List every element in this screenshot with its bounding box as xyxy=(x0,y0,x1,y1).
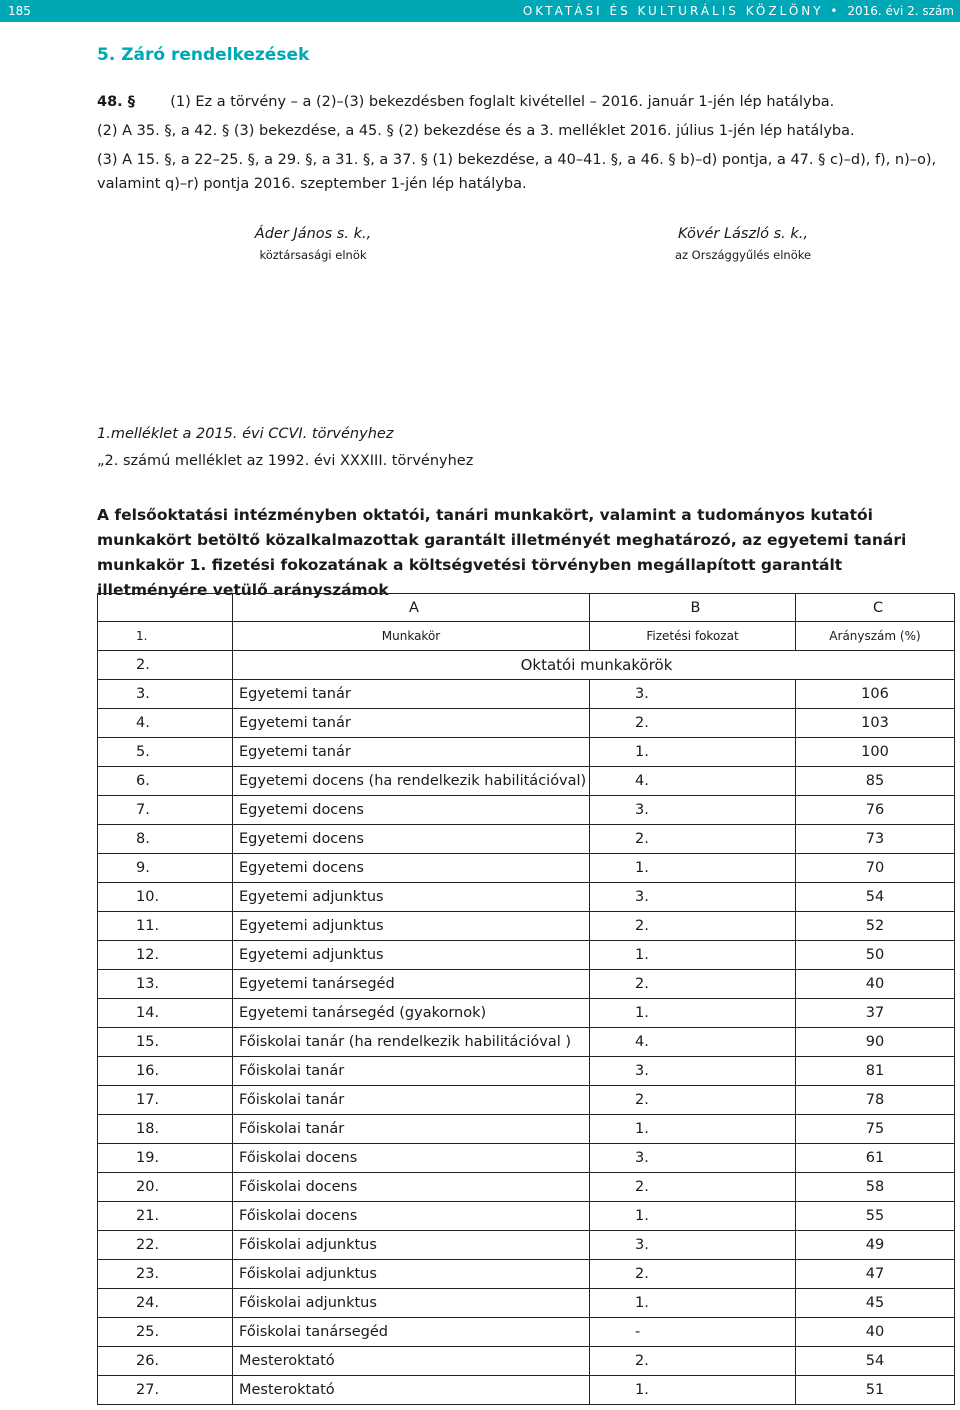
row-number: 1. xyxy=(98,622,233,651)
paragraph-text: (3) A 15. §, a 22–25. §, a 29. §, a 31. §, a 37. § (1) bekezdése, a 40–41. §, a 46. § b)–d) pontja, a 47. § c)–d), f), n)–o), xyxy=(97,152,937,168)
job-title: Egyetemi docens (ha rendelkezik habilitációval) xyxy=(233,767,590,796)
row-number: 8. xyxy=(98,825,233,854)
ratio-value: 100 xyxy=(796,738,955,767)
paragraph-text: (2) A 35. §, a 42. § (3) bekezdése, a 45. § (2) bekezdése és a 3. melléklet 2016. július 1-jén lép hatályba. xyxy=(97,123,855,139)
page-header xyxy=(0,0,960,22)
row-number: 14. xyxy=(98,999,233,1028)
column-letter-row xyxy=(98,594,955,622)
row-number: 3. xyxy=(98,680,233,709)
row-number: 15. xyxy=(98,1028,233,1057)
ratio-value: 90 xyxy=(796,1028,955,1057)
salary-grade: 3. xyxy=(590,883,796,912)
job-title: Főiskolai tanár xyxy=(233,1115,590,1144)
salary-grade: 1. xyxy=(590,941,796,970)
bullet-separator: • xyxy=(830,4,841,18)
paragraph-2 xyxy=(97,123,855,139)
salary-grade: - xyxy=(590,1318,796,1347)
ratio-value: 85 xyxy=(796,767,955,796)
column-letter: C xyxy=(796,594,955,622)
table-row xyxy=(98,999,955,1028)
job-title: Főiskolai docens xyxy=(233,1144,590,1173)
salary-grade: 4. xyxy=(590,1028,796,1057)
job-title: Egyetemi tanár xyxy=(233,680,590,709)
ratio-value: 54 xyxy=(796,883,955,912)
ratio-value: 73 xyxy=(796,825,955,854)
column-letter: A xyxy=(233,594,590,622)
job-title: Főiskolai docens xyxy=(233,1173,590,1202)
table-row xyxy=(98,709,955,738)
table-row xyxy=(98,825,955,854)
row-number: 21. xyxy=(98,1202,233,1231)
ratio-value: 54 xyxy=(796,1347,955,1376)
row-number: 22. xyxy=(98,1231,233,1260)
ratio-value: 50 xyxy=(796,941,955,970)
table-row xyxy=(98,1115,955,1144)
job-title: Főiskolai docens xyxy=(233,1202,590,1231)
row-number: 6. xyxy=(98,767,233,796)
salary-grade: 3. xyxy=(590,680,796,709)
salary-grade: 2. xyxy=(590,1347,796,1376)
ratio-value: 75 xyxy=(796,1115,955,1144)
job-title: Egyetemi tanár xyxy=(233,738,590,767)
table-row xyxy=(98,941,955,970)
job-title: Egyetemi docens xyxy=(233,796,590,825)
salary-grade: 3. xyxy=(590,1057,796,1086)
group-label: Oktatói munkakörök xyxy=(233,651,955,680)
table-cell xyxy=(98,594,233,622)
ratio-value: 47 xyxy=(796,1260,955,1289)
column-header-job: Munkakör xyxy=(233,622,590,651)
row-number: 19. xyxy=(98,1144,233,1173)
ratio-value: 58 xyxy=(796,1173,955,1202)
ratio-table xyxy=(97,593,955,1405)
row-number: 16. xyxy=(98,1057,233,1086)
ratio-value: 52 xyxy=(796,912,955,941)
row-number: 25. xyxy=(98,1318,233,1347)
table-row xyxy=(98,680,955,709)
paragraph-3 xyxy=(97,152,936,168)
table-row xyxy=(98,1260,955,1289)
row-number: 27. xyxy=(98,1376,233,1405)
ratio-value: 106 xyxy=(796,680,955,709)
row-number: 11. xyxy=(98,912,233,941)
signature-name: Kövér László s. k., xyxy=(678,226,808,242)
table-row xyxy=(98,1086,955,1115)
row-number: 17. xyxy=(98,1086,233,1115)
table-row xyxy=(98,1318,955,1347)
column-header-grade: Fizetési fokozat xyxy=(590,622,796,651)
salary-grade: 1. xyxy=(590,1202,796,1231)
salary-grade: 2. xyxy=(590,1086,796,1115)
issue-number: 2016. évi 2. szám xyxy=(847,4,954,18)
table-row xyxy=(98,1202,955,1231)
job-title: Egyetemi adjunktus xyxy=(233,912,590,941)
job-title: Egyetemi adjunktus xyxy=(233,883,590,912)
row-number: 7. xyxy=(98,796,233,825)
table-row xyxy=(98,796,955,825)
row-number: 10. xyxy=(98,883,233,912)
salary-grade: 1. xyxy=(590,1115,796,1144)
table-row xyxy=(98,912,955,941)
ratio-value: 103 xyxy=(796,709,955,738)
journal-name: OKTATÁSI ÉS KULTURÁLIS KÖZLÖNY xyxy=(522,4,824,18)
salary-grade: 1. xyxy=(590,854,796,883)
signature-role: az Országgyűlés elnöke xyxy=(674,248,812,262)
ratio-value: 70 xyxy=(796,854,955,883)
row-number: 18. xyxy=(98,1115,233,1144)
ratio-value: 40 xyxy=(796,1318,955,1347)
ratio-value: 76 xyxy=(796,796,955,825)
table-row xyxy=(98,1231,955,1260)
ratio-value: 78 xyxy=(796,1086,955,1115)
table-row xyxy=(98,1347,955,1376)
salary-grade: 2. xyxy=(590,1260,796,1289)
group-row xyxy=(98,651,955,680)
job-title: Mesteroktató xyxy=(233,1376,590,1405)
salary-grade: 3. xyxy=(590,1144,796,1173)
job-title: Főiskolai tanársegéd xyxy=(233,1318,590,1347)
ratio-value: 40 xyxy=(796,970,955,999)
row-number: 9. xyxy=(98,854,233,883)
paragraph-text: valamint q)–r) pontja 2016. szeptember 1-jén lép hatályba. xyxy=(97,176,527,192)
salary-grade: 2. xyxy=(590,709,796,738)
salary-grade: 2. xyxy=(590,912,796,941)
annex-title: 1.melléklet a 2015. évi CCVI. törvényhez xyxy=(97,426,394,442)
job-title: Mesteroktató xyxy=(233,1347,590,1376)
page-number: 185 xyxy=(8,4,31,18)
salary-grade: 1. xyxy=(590,1289,796,1318)
salary-grade: 4. xyxy=(590,767,796,796)
row-number: 5. xyxy=(98,738,233,767)
job-title: Főiskolai adjunktus xyxy=(233,1260,590,1289)
salary-grade: 3. xyxy=(590,1231,796,1260)
job-title: Egyetemi docens xyxy=(233,854,590,883)
table-row xyxy=(98,1289,955,1318)
job-title: Főiskolai adjunktus xyxy=(233,1289,590,1318)
table-row xyxy=(98,1376,955,1405)
job-title: Főiskolai tanár xyxy=(233,1086,590,1115)
table-row xyxy=(98,854,955,883)
ratio-value: 49 xyxy=(796,1231,955,1260)
section-number: 48. § xyxy=(97,94,135,110)
paragraph-text: (1) Ez a törvény – a (2)–(3) bekezdésben foglalt kivétellel – 2016. január 1-jén lép hatályba. xyxy=(170,94,835,110)
signature-speaker xyxy=(613,226,873,262)
job-title: Egyetemi tanársegéd (gyakornok) xyxy=(233,999,590,1028)
table-row xyxy=(98,970,955,999)
salary-grade: 2. xyxy=(590,825,796,854)
table-row xyxy=(98,1057,955,1086)
paragraph-1 xyxy=(97,94,834,110)
header-row xyxy=(98,622,955,651)
signature-president xyxy=(183,226,443,262)
row-number: 2. xyxy=(98,651,233,680)
salary-grade: 2. xyxy=(590,970,796,999)
table-row xyxy=(98,1028,955,1057)
table-row xyxy=(98,883,955,912)
row-number: 12. xyxy=(98,941,233,970)
row-number: 24. xyxy=(98,1289,233,1318)
row-number: 26. xyxy=(98,1347,233,1376)
job-title: Egyetemi tanársegéd xyxy=(233,970,590,999)
table-row xyxy=(98,1144,955,1173)
salary-grade: 3. xyxy=(590,796,796,825)
ratio-value: 37 xyxy=(796,999,955,1028)
ratio-value: 51 xyxy=(796,1376,955,1405)
job-title: Főiskolai adjunktus xyxy=(233,1231,590,1260)
paragraph-4 xyxy=(97,176,527,192)
salary-grade: 1. xyxy=(590,738,796,767)
ratio-value: 55 xyxy=(796,1202,955,1231)
row-number: 20. xyxy=(98,1173,233,1202)
row-number: 4. xyxy=(98,709,233,738)
journal-title xyxy=(523,4,954,18)
table-row xyxy=(98,738,955,767)
salary-grade: 1. xyxy=(590,1376,796,1405)
ratio-value: 61 xyxy=(796,1144,955,1173)
table-row xyxy=(98,1173,955,1202)
ratio-value: 45 xyxy=(796,1289,955,1318)
table-row xyxy=(98,767,955,796)
job-title: Egyetemi docens xyxy=(233,825,590,854)
ratio-value: 81 xyxy=(796,1057,955,1086)
column-header-ratio: Arányszám (%) xyxy=(796,622,955,651)
job-title: Egyetemi adjunktus xyxy=(233,941,590,970)
salary-grade: 2. xyxy=(590,1173,796,1202)
row-number: 13. xyxy=(98,970,233,999)
row-number: 23. xyxy=(98,1260,233,1289)
job-title: Egyetemi tanár xyxy=(233,709,590,738)
table-heading: A felsőoktatási intézményben oktatói, tanári munkakört, valamint a tudományos kutatói munkakört betöltő közalkalmazottak garantált illetményét meghatározó, az egyetemi tanári munkakör 1. fizetési fokozatának a költségvetési törvényben megállapított garantált illetményére vetülő arányszámok xyxy=(97,506,907,599)
signature-role: köztársasági elnök xyxy=(259,248,367,262)
job-title: Főiskolai tanár (ha rendelkezik habilitációval ) xyxy=(233,1028,590,1057)
salary-grade: 1. xyxy=(590,999,796,1028)
job-title: Főiskolai tanár xyxy=(233,1057,590,1086)
signature-name: Áder János s. k., xyxy=(254,226,372,242)
annex-subtitle: „2. számú melléklet az 1992. évi XXXIII. törvényhez xyxy=(97,453,474,469)
column-letter: B xyxy=(590,594,796,622)
section-title: 5. Záró rendelkezések xyxy=(97,45,310,65)
